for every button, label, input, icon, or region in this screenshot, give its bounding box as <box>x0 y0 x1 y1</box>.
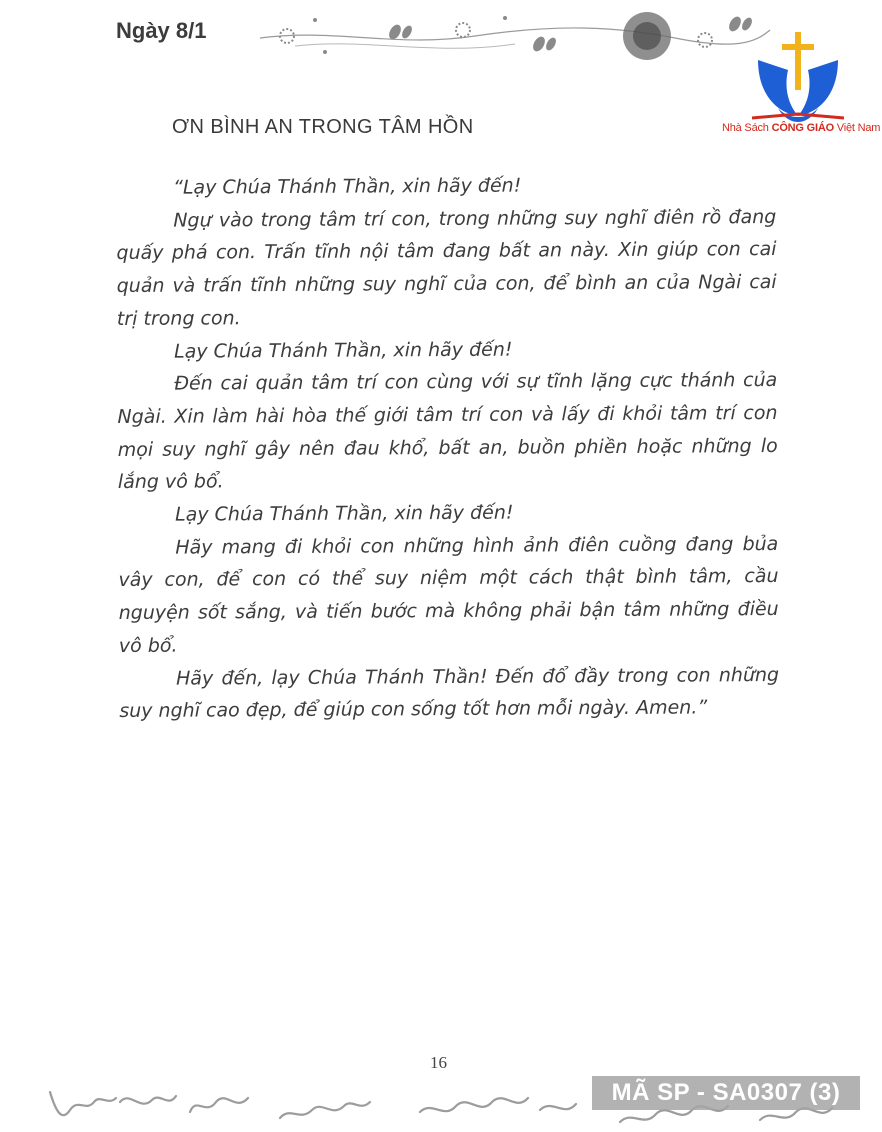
prayer-title: ƠN BÌNH AN TRONG TÂM HỒN <box>172 116 474 138</box>
paragraph-3: Lạy Chúa Thánh Thần, xin hãy đến! <box>174 338 513 363</box>
paragraph-5: Lạy Chúa Thánh Thần, xin hãy đến! <box>175 501 514 526</box>
day-heading: Ngày 8/1 <box>116 18 207 43</box>
vine-ornament-header <box>255 8 775 68</box>
paragraph-7: Hãy đến, lạy Chúa Thánh Thần! Đến đổ đầy trong con những suy nghĩ cao đẹp, để giúp con sống tốt hơn mỗi ngày. Amen.” <box>119 663 780 723</box>
logo-caption-part1: Nhà Sách <box>722 122 772 134</box>
paragraph-1: “Lạy Chúa Thánh Thần, xin hãy đến! <box>173 174 522 199</box>
prayer-body <box>116 168 779 728</box>
logo-caption <box>722 122 881 134</box>
page-number: 16 <box>430 1053 447 1072</box>
paragraph-6: Hãy mang đi khỏi con những hình ảnh điên cuồng đang bủa vây con, để con có thể suy niệm một cách thật bình tâm, cầu nguyện sốt sắng, và tiến bước mà không phải bận tâm những điều vô bổ. <box>118 532 779 657</box>
paragraph-2: Ngự vào trong tâm trí con, trong những suy nghĩ điên rồ đang quấy phá con. Trấn tĩnh nội tâm đang bất an này. Xin giúp con cai quản và trấn tĩnh những suy nghĩ của con, để bình an của Ngài cai trị trong con. <box>116 205 777 330</box>
logo-caption-part2: CÔNG GIÁO <box>771 122 834 134</box>
paragraph-4: Đến cai quản tâm trí con cùng với sự tĩnh lặng cực thánh của Ngài. Xin làm hài hòa thế giới tâm trí con và lấy đi khỏi tâm trí con mọi suy nghĩ gây nên đau khổ, bất an, buồn phiền hoặc những lo lắng vô bổ. <box>117 369 778 494</box>
product-code-badge: MÃ SP - SA0307 (3) <box>592 1076 860 1110</box>
logo-caption-part3: Việt Nam <box>833 122 881 134</box>
